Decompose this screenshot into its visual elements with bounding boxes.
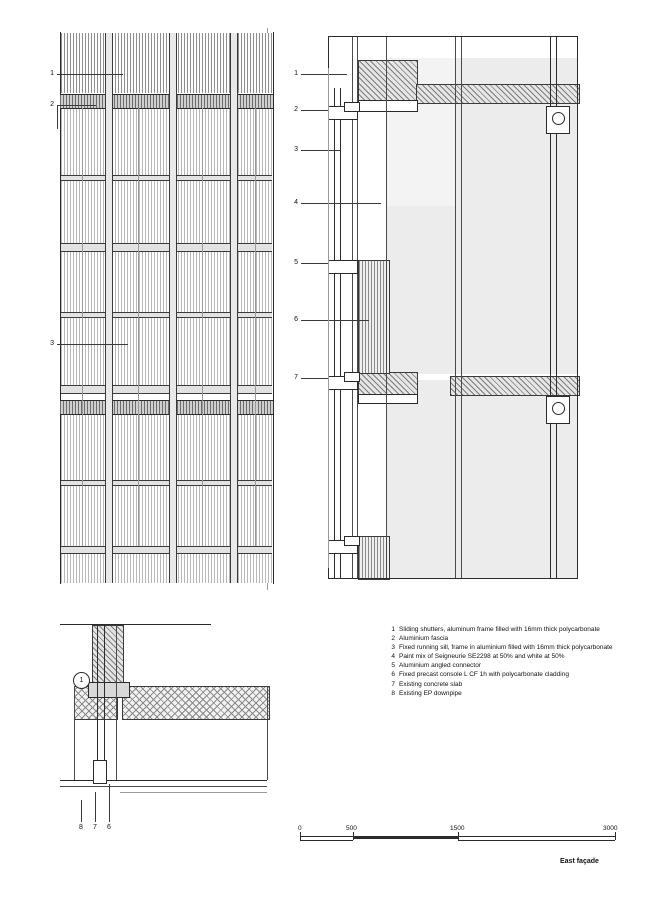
mullion bbox=[230, 33, 238, 583]
callout-number: 6 bbox=[294, 316, 298, 323]
section-right-edge bbox=[577, 36, 578, 578]
legend-item bbox=[384, 626, 634, 635]
legend-item bbox=[384, 671, 634, 680]
callout-leader bbox=[57, 105, 96, 106]
legend-item bbox=[384, 681, 634, 690]
callout-leader bbox=[301, 110, 328, 111]
mullion bbox=[105, 33, 113, 583]
legend-list bbox=[384, 626, 634, 699]
section-top-edge bbox=[328, 36, 578, 37]
slab-band bbox=[60, 400, 273, 415]
callout-leader bbox=[301, 203, 381, 204]
section-bottom-edge bbox=[328, 578, 578, 579]
mullion-fine bbox=[82, 108, 83, 546]
callout-number: 2 bbox=[294, 106, 298, 113]
bracket-plate bbox=[88, 682, 130, 698]
sliding-shutter-panel bbox=[61, 33, 272, 93]
legend-item bbox=[384, 653, 634, 662]
scale-tick bbox=[458, 832, 459, 840]
mullion-fine bbox=[255, 108, 256, 546]
callout-leader bbox=[57, 105, 58, 129]
slab-band bbox=[60, 94, 273, 109]
callout-leader bbox=[81, 800, 82, 822]
scale-label: 0 bbox=[298, 825, 302, 832]
legend-number: 1 bbox=[391, 626, 395, 633]
callout-leader bbox=[57, 74, 123, 75]
downpipe-section bbox=[552, 402, 565, 415]
mullion-fine bbox=[202, 108, 203, 546]
plan-vertical-line bbox=[74, 686, 75, 780]
elevation-right-edge bbox=[273, 32, 274, 584]
callout-leader bbox=[301, 263, 328, 264]
legend-text: Aluminium angled connector bbox=[399, 662, 482, 670]
legend-item bbox=[384, 662, 634, 671]
callout-leader bbox=[95, 792, 96, 822]
plan-vertical-line bbox=[116, 625, 117, 780]
transom bbox=[61, 312, 272, 318]
callout-leader bbox=[301, 320, 369, 321]
callout-leader bbox=[301, 74, 347, 75]
mullion-line bbox=[340, 88, 341, 578]
facade-elevation-drawing bbox=[60, 28, 274, 588]
downpipe-section bbox=[552, 112, 565, 125]
transom bbox=[61, 480, 272, 486]
mullion bbox=[169, 33, 177, 583]
legend-number: 3 bbox=[391, 644, 395, 652]
plan-top-edge bbox=[60, 624, 211, 625]
legend-text: Existing EP downpipe bbox=[399, 689, 462, 697]
angled-connector bbox=[328, 260, 358, 274]
transom bbox=[61, 546, 272, 554]
plan-detail-drawing bbox=[60, 620, 275, 800]
scale-bar bbox=[298, 825, 620, 852]
legend-item bbox=[384, 644, 634, 653]
callout-number: 1 bbox=[50, 70, 54, 77]
callout-number: 1 bbox=[294, 70, 298, 77]
slab-hatch bbox=[450, 376, 580, 396]
transom bbox=[61, 385, 272, 394]
transom bbox=[61, 243, 272, 252]
callout-leader bbox=[301, 378, 328, 379]
legend-number: 2 bbox=[391, 635, 395, 643]
callout-number: 7 bbox=[93, 824, 97, 831]
facade-section-drawing bbox=[300, 28, 600, 588]
bracket-detail bbox=[344, 536, 360, 546]
scale-segment bbox=[300, 836, 353, 841]
connector-detail bbox=[93, 760, 107, 784]
masonry-hatch bbox=[122, 686, 270, 720]
mullion-line bbox=[334, 88, 335, 578]
callout-leader bbox=[57, 344, 128, 345]
scale-label: 1500 bbox=[450, 825, 465, 832]
inner-partition-line bbox=[455, 36, 456, 578]
legend-text: Aluminium fascia bbox=[399, 635, 449, 643]
callout-leader bbox=[301, 150, 341, 151]
plan-bottom-edge bbox=[60, 786, 267, 787]
bracket-detail bbox=[344, 372, 360, 382]
legend-number: 7 bbox=[391, 680, 395, 688]
callout-leader bbox=[109, 784, 110, 822]
legend-number: 4 bbox=[391, 653, 395, 661]
callout-number: 5 bbox=[294, 259, 298, 266]
callout-number: 3 bbox=[50, 340, 54, 347]
inner-partition-line bbox=[461, 36, 462, 578]
plan-vertical-line bbox=[267, 686, 268, 780]
legend-number: 8 bbox=[391, 689, 395, 697]
glazing-pane bbox=[61, 552, 272, 583]
legend-text: Sliding shutters, aluminum frame filled with 16mm thick polycarbonate bbox=[399, 626, 600, 633]
legend-text: Fixed precast console L CF 1h with polycarbonate cladding bbox=[399, 671, 569, 679]
aluminium-fascia bbox=[358, 100, 418, 112]
concrete-slab-hatch bbox=[358, 60, 418, 102]
callout-number: 8 bbox=[79, 824, 83, 831]
legend-text: Existing concrete slab bbox=[399, 680, 463, 688]
bracket-detail bbox=[344, 102, 360, 112]
mullion-fine bbox=[138, 108, 139, 546]
plan-vertical-line bbox=[97, 625, 98, 780]
scale-segment bbox=[458, 836, 615, 841]
scale-label: 500 bbox=[346, 825, 357, 832]
plan-vertical-line bbox=[104, 625, 105, 780]
callout-number: 2 bbox=[50, 101, 54, 108]
plan-bottom-edge bbox=[120, 792, 267, 793]
aluminium-fascia bbox=[358, 394, 418, 404]
drawing-caption: East façade bbox=[560, 858, 599, 865]
legend-text: Fixed running sill, frame in aluminium filled with 16mm thick polycarbonate bbox=[399, 644, 613, 652]
callout-number: 4 bbox=[294, 199, 298, 206]
legend-item bbox=[384, 635, 634, 644]
plan-bottom-edge bbox=[60, 780, 267, 781]
scale-tick bbox=[353, 832, 354, 840]
scale-label: 3000 bbox=[603, 825, 618, 832]
callout-number: 6 bbox=[107, 824, 111, 831]
legend-item bbox=[384, 690, 634, 699]
scale-segment bbox=[353, 836, 458, 839]
detail-marker: 1 bbox=[73, 672, 90, 689]
callout-number: 3 bbox=[294, 146, 298, 153]
scale-tick bbox=[300, 832, 301, 840]
legend-number: 6 bbox=[391, 671, 395, 679]
transom bbox=[61, 175, 272, 181]
wall-face-line bbox=[386, 36, 387, 578]
callout-datum-line bbox=[328, 68, 329, 568]
callout-number: 7 bbox=[294, 374, 298, 381]
concrete-slab-hatch bbox=[358, 372, 418, 396]
scale-tick bbox=[615, 832, 616, 840]
legend-number: 5 bbox=[391, 662, 395, 670]
legend-text: Paint mix of Seigneurie SE2298 at 50% and white at 50% bbox=[399, 653, 565, 661]
